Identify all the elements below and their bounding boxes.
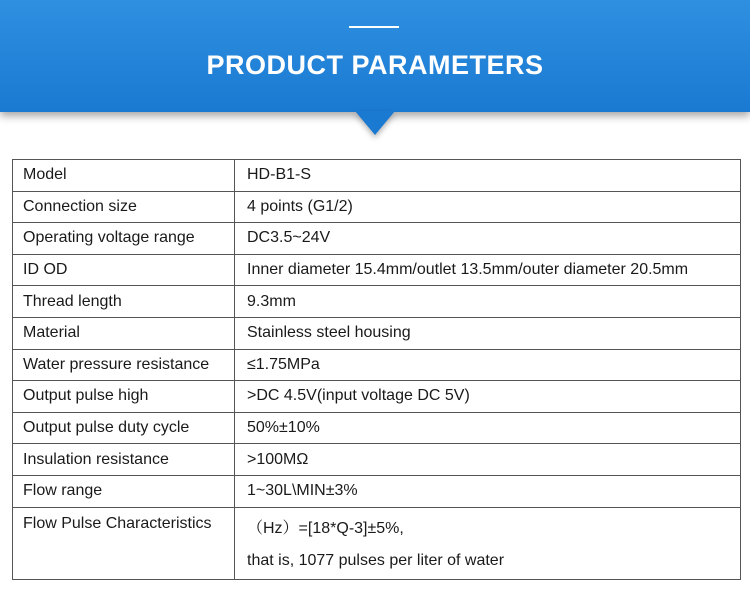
pulse-note: that is, 1077 pulses per liter of water — [247, 551, 505, 569]
param-label: Insulation resistance — [13, 444, 235, 476]
table-row — [13, 191, 741, 223]
header-divider — [349, 26, 399, 28]
table-row — [13, 349, 741, 381]
param-value: 4 points (G1/2) — [235, 191, 741, 223]
param-value: 9.3mm — [235, 286, 741, 318]
param-label: Water pressure resistance — [13, 349, 235, 381]
param-value: Stainless steel housing — [235, 317, 741, 349]
param-label: Operating voltage range — [13, 223, 235, 255]
parameters-table — [12, 159, 741, 580]
param-label: Output pulse high — [13, 381, 235, 413]
param-value: 50%±10% — [235, 412, 741, 444]
param-label: Flow range — [13, 475, 235, 507]
param-label: Thread length — [13, 286, 235, 318]
table-row — [13, 381, 741, 413]
param-value — [235, 507, 741, 579]
param-label: ID OD — [13, 254, 235, 286]
table-row — [13, 412, 741, 444]
table-row — [13, 160, 741, 192]
param-value: Inner diameter 15.4mm/outlet 13.5mm/outer diameter 20.5mm — [235, 254, 741, 286]
header-banner — [0, 0, 750, 112]
param-value: ≤1.75MPa — [235, 349, 741, 381]
param-value: >DC 4.5V(input voltage DC 5V) — [235, 381, 741, 413]
param-value: DC3.5~24V — [235, 223, 741, 255]
param-label: Material — [13, 317, 235, 349]
param-label: Connection size — [13, 191, 235, 223]
table-row — [13, 475, 741, 507]
param-value: HD-B1-S — [235, 160, 741, 192]
param-label: Flow Pulse Characteristics — [13, 507, 235, 579]
param-label: Output pulse duty cycle — [13, 412, 235, 444]
param-value: >100MΩ — [235, 444, 741, 476]
param-value: 1~30L\MIN±3% — [235, 475, 741, 507]
page-title: PRODUCT PARAMETERS — [206, 50, 544, 80]
table-row — [13, 254, 741, 286]
table-row — [13, 317, 741, 349]
pulse-formula: （Hz）=[18*Q-3]±5%, — [247, 519, 404, 537]
header-pointer — [355, 111, 395, 135]
table-row — [13, 223, 741, 255]
table-row — [13, 286, 741, 318]
table-row — [13, 444, 741, 476]
param-label: Model — [13, 160, 235, 192]
table-row — [13, 507, 741, 579]
